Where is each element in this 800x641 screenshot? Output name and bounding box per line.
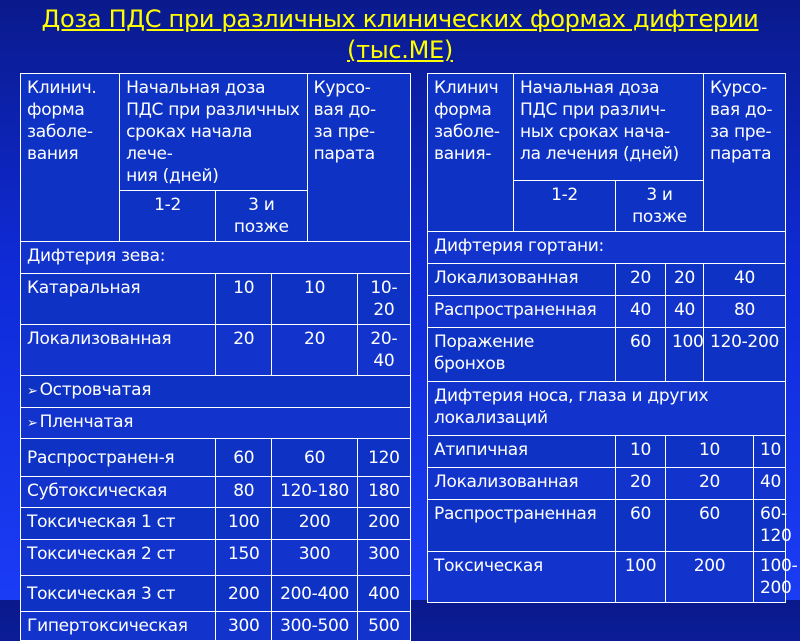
table-row: Поражение бронхов 60 100 120-200: [428, 328, 786, 382]
table-cell: Атипичная: [428, 436, 616, 468]
table-row: Катаральная 10 10 10-20: [21, 274, 411, 325]
page-title: [0, 4, 800, 66]
header-days-1-2: 1-2: [514, 181, 616, 232]
header-days-1-2: 1-2: [120, 191, 216, 242]
table-cell: 200: [666, 552, 754, 603]
pharynx-dose-table: [20, 73, 411, 641]
table-row: Токсическая 1 ст 100 200 200: [21, 508, 411, 540]
table-row: Субтоксическая 80 120-180 180: [21, 477, 411, 508]
header-days-3-later: 3 и позже: [215, 191, 307, 242]
section-larynx: Дифтерия гортани:: [428, 232, 786, 264]
table-cell: 100: [616, 552, 666, 603]
header-clinical-form: Клинич форма заболе- вания-: [428, 74, 514, 232]
table-row: Распространенная 40 40 80: [428, 296, 786, 328]
table-row: Распространен-я 60 60 120: [21, 439, 411, 477]
title-line-1: Доза ПДС при различных клинических формах дифтерии: [41, 5, 759, 33]
bullet-arrow-icon: ➢: [27, 384, 38, 399]
table-cell: 10: [616, 436, 666, 468]
bullet-arrow-icon: ➢: [27, 416, 38, 431]
table-row: [428, 468, 786, 500]
header-days-3-later: 3 и позже: [616, 181, 704, 232]
header-course-dose: Курсо- вая до- за пре- парата: [307, 74, 410, 242]
table-cell: 20: [666, 468, 754, 500]
section-nose-eye-other: Дифтерия носа, глаза и других локализаций: [428, 382, 786, 436]
table-row: Гипертоксическая 300 300-500 500: [21, 612, 411, 641]
table-cell: 10: [666, 436, 754, 468]
table-cell: 20: [616, 468, 666, 500]
header-course-dose: Курсо- вая до- за пре- парата: [704, 74, 786, 232]
table-row: Локализованная 20 20 20-40: [21, 325, 411, 376]
table-row: [428, 436, 786, 468]
table-cell: 10: [754, 436, 786, 468]
header-initial-dose: Начальная доза ПДС при различ- ных сроках нача- ла лечения (дней): [514, 74, 704, 181]
table-row: [428, 552, 786, 603]
header-clinical-form: Клинич. форма заболе- вания: [21, 74, 120, 242]
table-cell: Токсическая: [428, 552, 616, 603]
table-cell: 60: [666, 500, 754, 552]
table-row: Токсическая 2 ст 150 300 300: [21, 540, 411, 576]
bullet-plenchataya: ➢ Пленчатая: [21, 408, 411, 439]
table-row: Локализованная 20 20 40: [428, 264, 786, 296]
table-row: [428, 500, 786, 552]
table-row: Токсическая 3 ст 200 200-400 400: [21, 576, 411, 612]
table-cell: Распространенная: [428, 500, 616, 552]
table-cell: 60-120: [754, 500, 786, 552]
table-cell: 100-200: [754, 552, 786, 603]
larynx-nose-dose-table: [427, 73, 798, 603]
table-cell: Локализованная: [428, 468, 616, 500]
table-cell: 40: [754, 468, 786, 500]
table-cell: 60: [616, 500, 666, 552]
section-pharynx: Дифтерия зева:: [21, 242, 411, 274]
header-initial-dose: Начальная доза ПДС при различных сроках начала лече- ния (дней): [120, 74, 308, 191]
bullet-ostrovchataya: ➢ Островчатая: [21, 376, 411, 408]
title-line-2: (тыс.МЕ): [347, 36, 453, 64]
